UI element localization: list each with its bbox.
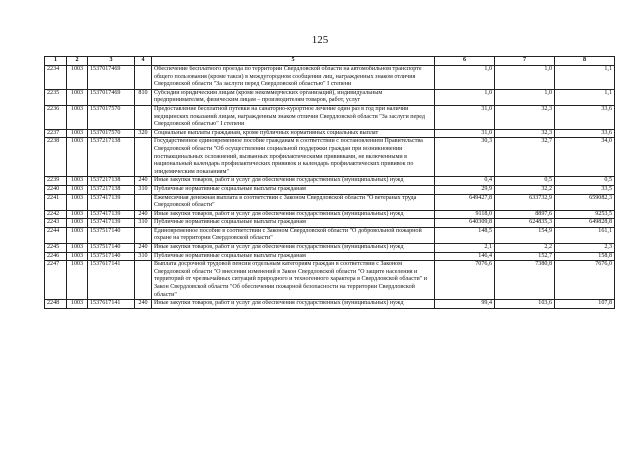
amount-col-6: 99,4 bbox=[435, 300, 495, 309]
item-description: Единовременное пособие в соответствии с Законом Свердловской области "О добровольной пожарной охране на территории Свердловской области" bbox=[152, 227, 435, 243]
row-number: 2247 bbox=[45, 261, 67, 300]
expense-type-code bbox=[135, 194, 152, 210]
amount-col-7: 633732,9 bbox=[495, 194, 555, 210]
table-row bbox=[45, 129, 615, 138]
table-row bbox=[45, 105, 615, 129]
amount-col-6: 31,0 bbox=[435, 129, 495, 138]
amount-col-6: 2,1 bbox=[435, 244, 495, 253]
amount-col-6: 31,0 bbox=[435, 105, 495, 129]
target-article-code: 1537017469 bbox=[88, 89, 135, 105]
item-description: Социальные выплаты гражданам, кроме публичных нормативных социальных выплат bbox=[152, 129, 435, 138]
section-code: 1003 bbox=[67, 300, 88, 309]
target-article-code: 1537617141 bbox=[88, 300, 135, 309]
amount-col-7: 1,0 bbox=[495, 66, 555, 90]
amount-col-6: 146,4 bbox=[435, 252, 495, 261]
expense-type-code bbox=[135, 105, 152, 129]
column-header: 6 bbox=[435, 57, 495, 66]
row-number: 2239 bbox=[45, 177, 67, 186]
row-number: 2242 bbox=[45, 210, 67, 219]
row-number: 2236 bbox=[45, 105, 67, 129]
row-number: 2234 bbox=[45, 66, 67, 90]
item-description: Выплата досрочной трудовой пенсии отдельным категориям граждан в соответствии с Законом Свердловской области "О внесении изменений в Закон Свердловской области "О защите населения и территорий от чрезвычайных ситуаций природного и техногенного характера в Свердловской области" и Закон Свердловской области "Об обеспечении пожарной безопасности на территории Свердловской области" bbox=[152, 261, 435, 300]
amount-col-8: 1,1 bbox=[555, 66, 615, 90]
expense-type-code: 310 bbox=[135, 219, 152, 228]
row-number: 2238 bbox=[45, 138, 67, 177]
amount-col-6: 640309,8 bbox=[435, 219, 495, 228]
table-row bbox=[45, 244, 615, 253]
item-description: Публичные нормативные социальные выплаты гражданам bbox=[152, 185, 435, 194]
expense-type-code bbox=[135, 138, 152, 177]
item-description: Государственное единовременное пособие гражданам в соответствии с постановлением Правительства Свердловской области "Об осуществлении социальной поддержки граждан при возникновении поствакцинальных осложнений, вызванных профилактическими прививками, не включенными в национальный календарь профилактических прививок и календарь профилактических прививок по эпидемическим показаниям" bbox=[152, 138, 435, 177]
amount-col-7: 154,9 bbox=[495, 227, 555, 243]
column-header: 1 bbox=[45, 57, 67, 66]
table-row bbox=[45, 138, 615, 177]
table-body bbox=[45, 66, 615, 309]
column-header: 3 bbox=[88, 57, 135, 66]
target-article-code: 1537417139 bbox=[88, 194, 135, 210]
item-description: Публичные нормативные социальные выплаты гражданам bbox=[152, 252, 435, 261]
row-number: 2248 bbox=[45, 300, 67, 309]
amount-col-7: 32,2 bbox=[495, 185, 555, 194]
amount-col-8: 649828,8 bbox=[555, 219, 615, 228]
target-article-code: 1537217138 bbox=[88, 138, 135, 177]
amount-col-8: 659082,3 bbox=[555, 194, 615, 210]
item-description: Иные закупки товаров, работ и услуг для обеспечения государственных (муниципальных) нужд bbox=[152, 177, 435, 186]
amount-col-7: 32,7 bbox=[495, 138, 555, 177]
expense-type-code: 810 bbox=[135, 89, 152, 105]
row-number: 2235 bbox=[45, 89, 67, 105]
item-description: Ежемесячная денежная выплата в соответствии с Законом Свердловской области "О ветеранах труда Свердловской области" bbox=[152, 194, 435, 210]
section-code: 1003 bbox=[67, 105, 88, 129]
column-header: 5 bbox=[152, 57, 435, 66]
target-article-code: 1537017570 bbox=[88, 129, 135, 138]
amount-col-6: 0,4 bbox=[435, 177, 495, 186]
item-description: Иные закупки товаров, работ и услуг для обеспечения государственных (муниципальных) нужд bbox=[152, 300, 435, 309]
expense-type-code: 240 bbox=[135, 177, 152, 186]
section-code: 1003 bbox=[67, 185, 88, 194]
section-code: 1003 bbox=[67, 227, 88, 243]
table-row bbox=[45, 261, 615, 300]
target-article-code: 1537417139 bbox=[88, 219, 135, 228]
amount-col-8: 33,6 bbox=[555, 105, 615, 129]
table-row bbox=[45, 300, 615, 309]
section-code: 1003 bbox=[67, 261, 88, 300]
expense-type-code: 240 bbox=[135, 300, 152, 309]
expense-type-code: 310 bbox=[135, 252, 152, 261]
target-article-code: 1537017570 bbox=[88, 105, 135, 129]
amount-col-8: 7676,0 bbox=[555, 261, 615, 300]
table-row bbox=[45, 89, 615, 105]
column-header: 2 bbox=[67, 57, 88, 66]
item-description: Предоставление бесплатной путевки на санаторно-курортное лечение один раз в год при наличии медицинских показаний лицам, награжденным знаком отличия Свердловской области "За заслуги перед Свердловской областью" I степени bbox=[152, 105, 435, 129]
amount-col-8: 33,6 bbox=[555, 129, 615, 138]
expense-type-code: 240 bbox=[135, 244, 152, 253]
row-number: 2246 bbox=[45, 252, 67, 261]
amount-col-6: 1,0 bbox=[435, 89, 495, 105]
section-code: 1003 bbox=[67, 66, 88, 90]
section-code: 1003 bbox=[67, 129, 88, 138]
item-description: Иные закупки товаров, работ и услуг для обеспечения государственных (муниципальных) нужд bbox=[152, 244, 435, 253]
table-row bbox=[45, 66, 615, 90]
amount-col-7: 1,0 bbox=[495, 89, 555, 105]
table-row bbox=[45, 185, 615, 194]
amount-col-8: 9253,5 bbox=[555, 210, 615, 219]
row-number: 2240 bbox=[45, 185, 67, 194]
target-article-code: 1537617141 bbox=[88, 261, 135, 300]
table-row bbox=[45, 177, 615, 186]
table-row bbox=[45, 194, 615, 210]
item-description: Обеспечение бесплатного проезда по территории Свердловской области на автомобильном транспорте общего пользования (кроме такси) в междугородном сообщении лиц, награжденных знаком отличия Свердловской области "За заслуги перед Свердловской областью" I степени bbox=[152, 66, 435, 90]
amount-col-7: 2,2 bbox=[495, 244, 555, 253]
amount-col-8: 158,8 bbox=[555, 252, 615, 261]
amount-col-6: 1,0 bbox=[435, 66, 495, 90]
expense-type-code: 240 bbox=[135, 210, 152, 219]
expense-type-code bbox=[135, 261, 152, 300]
amount-col-8: 161,1 bbox=[555, 227, 615, 243]
column-header: 4 bbox=[135, 57, 152, 66]
table-row bbox=[45, 252, 615, 261]
table-row bbox=[45, 227, 615, 243]
column-header: 8 bbox=[555, 57, 615, 66]
amount-col-7: 103,6 bbox=[495, 300, 555, 309]
item-description: Субсидии юридическим лицам (кроме некоммерческих организаций), индивидуальным предпринимателям, физическим лицам – производителям товаров, работ, услуг bbox=[152, 89, 435, 105]
amount-col-6: 649427,8 bbox=[435, 194, 495, 210]
amount-col-6: 7076,6 bbox=[435, 261, 495, 300]
section-code: 1003 bbox=[67, 194, 88, 210]
target-article-code: 1537417139 bbox=[88, 210, 135, 219]
section-code: 1003 bbox=[67, 89, 88, 105]
header-row bbox=[45, 57, 615, 66]
target-article-code: 1537217138 bbox=[88, 185, 135, 194]
amount-col-8: 1,1 bbox=[555, 89, 615, 105]
row-number: 2244 bbox=[45, 227, 67, 243]
target-article-code: 1537517140 bbox=[88, 244, 135, 253]
section-code: 1003 bbox=[67, 252, 88, 261]
row-number: 2243 bbox=[45, 219, 67, 228]
expense-type-code bbox=[135, 227, 152, 243]
amount-col-7: 152,7 bbox=[495, 252, 555, 261]
amount-col-8: 33,5 bbox=[555, 185, 615, 194]
amount-col-7: 7380,8 bbox=[495, 261, 555, 300]
section-code: 1003 bbox=[67, 210, 88, 219]
target-article-code: 1537217138 bbox=[88, 177, 135, 186]
amount-col-6: 9118,0 bbox=[435, 210, 495, 219]
section-code: 1003 bbox=[67, 219, 88, 228]
amount-col-6: 148,5 bbox=[435, 227, 495, 243]
amount-col-8: 107,8 bbox=[555, 300, 615, 309]
section-code: 1003 bbox=[67, 244, 88, 253]
expense-type-code: 310 bbox=[135, 185, 152, 194]
amount-col-8: 0,5 bbox=[555, 177, 615, 186]
target-article-code: 1537517140 bbox=[88, 252, 135, 261]
row-number: 2245 bbox=[45, 244, 67, 253]
amount-col-7: 0,5 bbox=[495, 177, 555, 186]
amount-col-7: 624835,3 bbox=[495, 219, 555, 228]
amount-col-7: 32,3 bbox=[495, 129, 555, 138]
column-header: 7 bbox=[495, 57, 555, 66]
amount-col-8: 2,3 bbox=[555, 244, 615, 253]
page-number: 125 bbox=[311, 34, 329, 46]
amount-col-6: 29,9 bbox=[435, 185, 495, 194]
table-row bbox=[45, 219, 615, 228]
amount-col-7: 32,3 bbox=[495, 105, 555, 129]
section-code: 1003 bbox=[67, 177, 88, 186]
table-row bbox=[45, 210, 615, 219]
budget-table bbox=[44, 56, 615, 309]
expense-type-code: 320 bbox=[135, 129, 152, 138]
expense-type-code bbox=[135, 66, 152, 90]
amount-col-7: 8897,6 bbox=[495, 210, 555, 219]
item-description: Публичные нормативные социальные выплаты гражданам bbox=[152, 219, 435, 228]
amount-col-8: 34,0 bbox=[555, 138, 615, 177]
item-description: Иные закупки товаров, работ и услуг для обеспечения государственных (муниципальных) нужд bbox=[152, 210, 435, 219]
amount-col-6: 30,3 bbox=[435, 138, 495, 177]
row-number: 2241 bbox=[45, 194, 67, 210]
row-number: 2237 bbox=[45, 129, 67, 138]
target-article-code: 1537017469 bbox=[88, 66, 135, 90]
target-article-code: 1537517140 bbox=[88, 227, 135, 243]
section-code: 1003 bbox=[67, 138, 88, 177]
